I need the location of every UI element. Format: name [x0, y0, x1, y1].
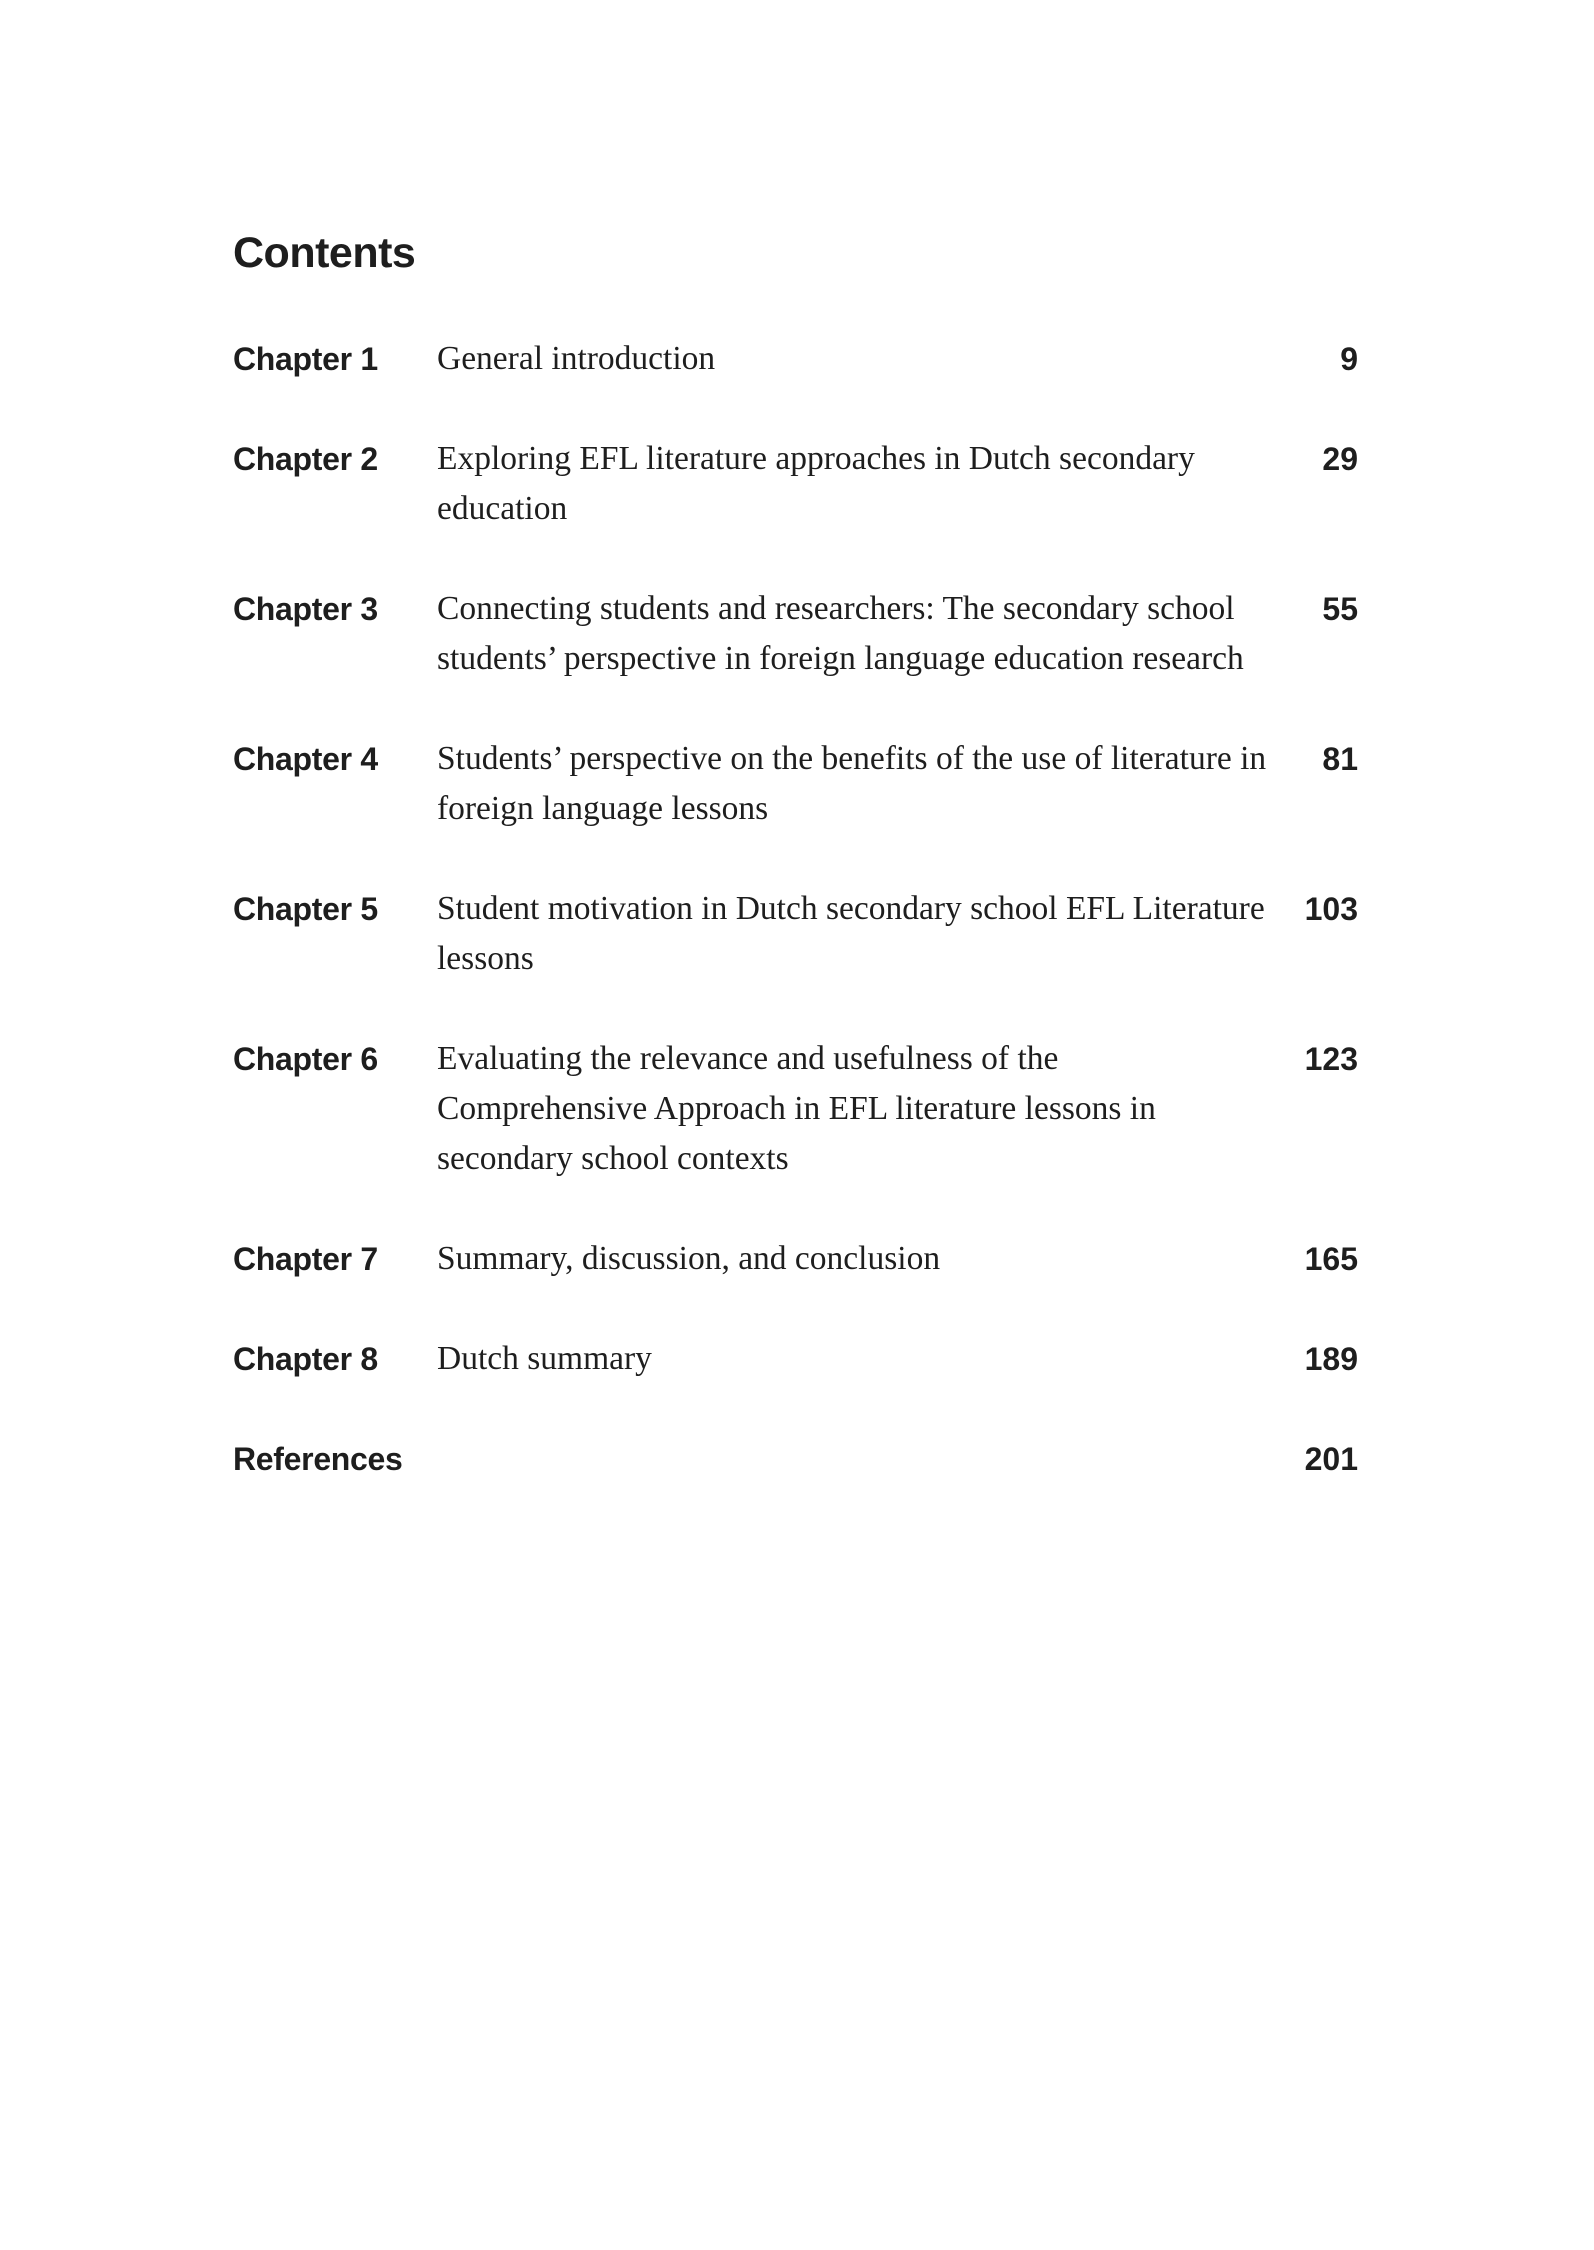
- toc-entry-label: Chapter 5: [233, 891, 378, 927]
- toc-entry-label: Chapter 2: [233, 441, 378, 477]
- toc-entry-chapter-7[interactable]: [233, 1234, 1358, 1284]
- table-of-contents: [233, 334, 1358, 1484]
- toc-entry-title: Students’ perspective on the benefits of the use of literature in foreign language lessons: [437, 740, 1267, 827]
- toc-entry-references[interactable]: [233, 1434, 1358, 1484]
- toc-entry-page-number: 123: [1304, 1041, 1358, 1077]
- toc-entry-label: Chapter 6: [233, 1041, 378, 1077]
- toc-entry-label: Chapter 1: [233, 341, 378, 377]
- toc-entry-chapter-2[interactable]: [233, 434, 1358, 534]
- toc-entry-label: Chapter 4: [233, 741, 378, 777]
- toc-entry-page-number: 103: [1304, 891, 1358, 927]
- toc-entry-title: Evaluating the relevance and usefulness of the Comprehensive Approach in EFL literature lessons in secondary school contexts: [437, 1040, 1156, 1177]
- toc-entry-page-number: 29: [1322, 441, 1358, 477]
- toc-entry-chapter-8[interactable]: [233, 1334, 1358, 1384]
- toc-entry-page-number: 55: [1322, 591, 1358, 627]
- toc-entry-label: Chapter 3: [233, 591, 378, 627]
- toc-entry-page-number: 9: [1340, 341, 1358, 377]
- toc-entry-page-number: 165: [1304, 1241, 1358, 1277]
- toc-entry-label: Chapter 8: [233, 1341, 378, 1377]
- toc-entry-chapter-4[interactable]: [233, 734, 1358, 834]
- toc-entry-label: References: [233, 1441, 403, 1477]
- toc-entry-page-number: 189: [1304, 1341, 1358, 1377]
- toc-entry-page-number: 81: [1322, 741, 1358, 777]
- toc-entry-title: General introduction: [437, 340, 716, 377]
- page-title: Contents: [233, 229, 416, 277]
- toc-entry-chapter-3[interactable]: [233, 584, 1358, 684]
- toc-entry-title: Dutch summary: [437, 1340, 652, 1377]
- toc-entry-title: Summary, discussion, and conclusion: [437, 1240, 941, 1277]
- toc-entry-title: Connecting students and researchers: The secondary school students’ perspective in foreign language education research: [437, 590, 1244, 677]
- toc-entry-title: Exploring EFL literature approaches in Dutch secondary education: [437, 440, 1195, 527]
- toc-entry-chapter-6[interactable]: [233, 1034, 1358, 1184]
- toc-entry-page-number: 201: [1304, 1441, 1358, 1477]
- toc-entry-label: Chapter 7: [233, 1241, 378, 1277]
- toc-entry-chapter-1[interactable]: [233, 334, 1358, 384]
- toc-entry-chapter-5[interactable]: [233, 884, 1358, 984]
- toc-entry-title: Student motivation in Dutch secondary school EFL Literature lessons: [437, 890, 1265, 977]
